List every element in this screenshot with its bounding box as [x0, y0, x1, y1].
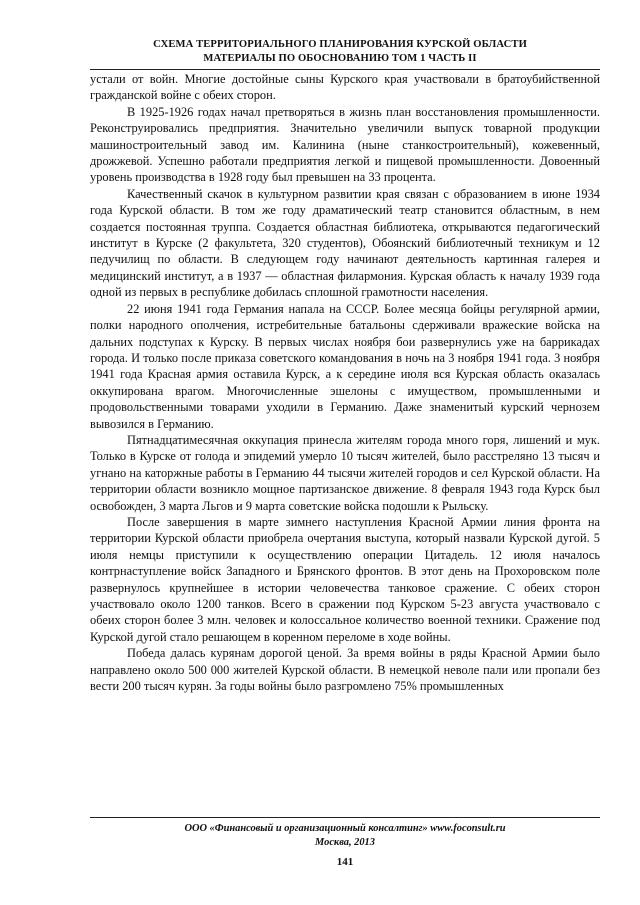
footer-company: ООО «Финансовый и организационный консалтинг» www.foconsult.ru: [184, 823, 506, 834]
paragraph: После завершения в марте зимнего наступления Красной Армии линия фронта на территории Курской области приобрела очертания выступа, который назвали Курской дугой. 5 июля немцы приступили к осуществлению операции Цитадель. 12 июля началось контрнаступление войск Западного и Брянского фронтов. В этот день на Прохоровском поле развернулось крупнейшее в истории человечества танковое сражение. С обеих сторон участвовало около 1200 танков. Всего в сражении под Курском 5-23 августа участвовало с обеих сторон более 3 млн. человек и колоссальное количество военной техники. Сражение под Курской дугой стало решающем в коренном переломе в ходе войны.: [90, 514, 600, 644]
footer-divider: [90, 817, 600, 818]
header-divider: [90, 69, 600, 70]
page-number: 141: [336, 856, 354, 868]
paragraph-continuation: устали от войн. Многие достойные сыны Курского края участвовали в братоубийственной гражданской войне с обеих сторон.: [90, 72, 600, 103]
paragraph: Победа далась курянам дорогой ценой. За время войны в ряды Красной Армии было направлено около 500 000 жителей Курской области. В немецкой неволе пали или пропали без вести 200 тысяч курян. За годы войны было разгромлено 75% промышленных: [90, 646, 600, 694]
paragraph: В 1925-1926 годах начал претворяться в жизнь план восстановления промышленности. Реконструировались предприятия. Значительно увеличили выпуск товарной продукции машиностроительный завод им. Калинина (ныне станкостроительный), кожевенный, дрожжевой. Успешно работали предприятия легкой и пищевой промышленности. Довоенный уровень производства в 1928 году был превышен на 33 процента.: [90, 104, 600, 185]
paragraph: 22 июня 1941 года Германия напала на СССР. Более месяца бойцы регулярной армии, полки народного ополчения, истребительные батальоны сдерживали вражеские войска на дальних подступах к Курску. В первых числах ноября бои развернулись уже на баррикадах города. И только после приказа советского командования в ночь на 3 ноября 1941 года. 3 ноября 1941 года Красная армия оставила Курск, а к середине июля вся Курская область оказалась оккупирована врагом. Многочисленные эшелоны с имуществом, промышленными и продовольственными товарами уходили в Германию. Даже знаменитый курский чернозем вывозился в Германию.: [90, 301, 600, 431]
document-footer: [90, 822, 600, 850]
paragraph: Качественный скачок в культурном развитии края связан с образованием в июне 1934 года Курской области. В том же году драматический театр становится областным, в нем создается постоянная труппа. Создается областная библиотека, открываются педагогический институт в Курске (2 факультета, 320 студентов), Обоянский библиотечный техникум и 12 педучилищ по области. В следующем году начинают деятельность картинная галерея и медицинский институт, а в 1937 — областная филармония. Курская область к началу 1939 года одной из первых в республике добилась сплошной грамотности населения.: [90, 186, 600, 300]
paragraph: Пятнадцатимесячная оккупация принесла жителям города много горя, лишений и мук. Только в Курске от голода и эпидемий умерло 10 тысяч жителей, было расстреляно 13 тысяч и угнано на каторжные работы в Германию 44 тысячи жителей городов и сел Курской области. На территории области возникло мощное партизанское движение. 8 февраля 1943 года Курск был освобожден, 3 марта Льгов и 9 марта советские войска подошли к Рыльску.: [90, 432, 600, 513]
header-subtitle: МАТЕРИАЛЫ ПО ОБОСНОВАНИЮ ТОМ 1 ЧАСТЬ II: [203, 53, 477, 64]
document-header: [90, 38, 590, 66]
document-body: [90, 71, 600, 694]
header-title: СХЕМА ТЕРРИТОРИАЛЬНОГО ПЛАНИРОВАНИЯ КУРСКОЙ ОБЛАСТИ: [153, 39, 527, 50]
footer-city-year: Москва, 2013: [315, 837, 375, 848]
